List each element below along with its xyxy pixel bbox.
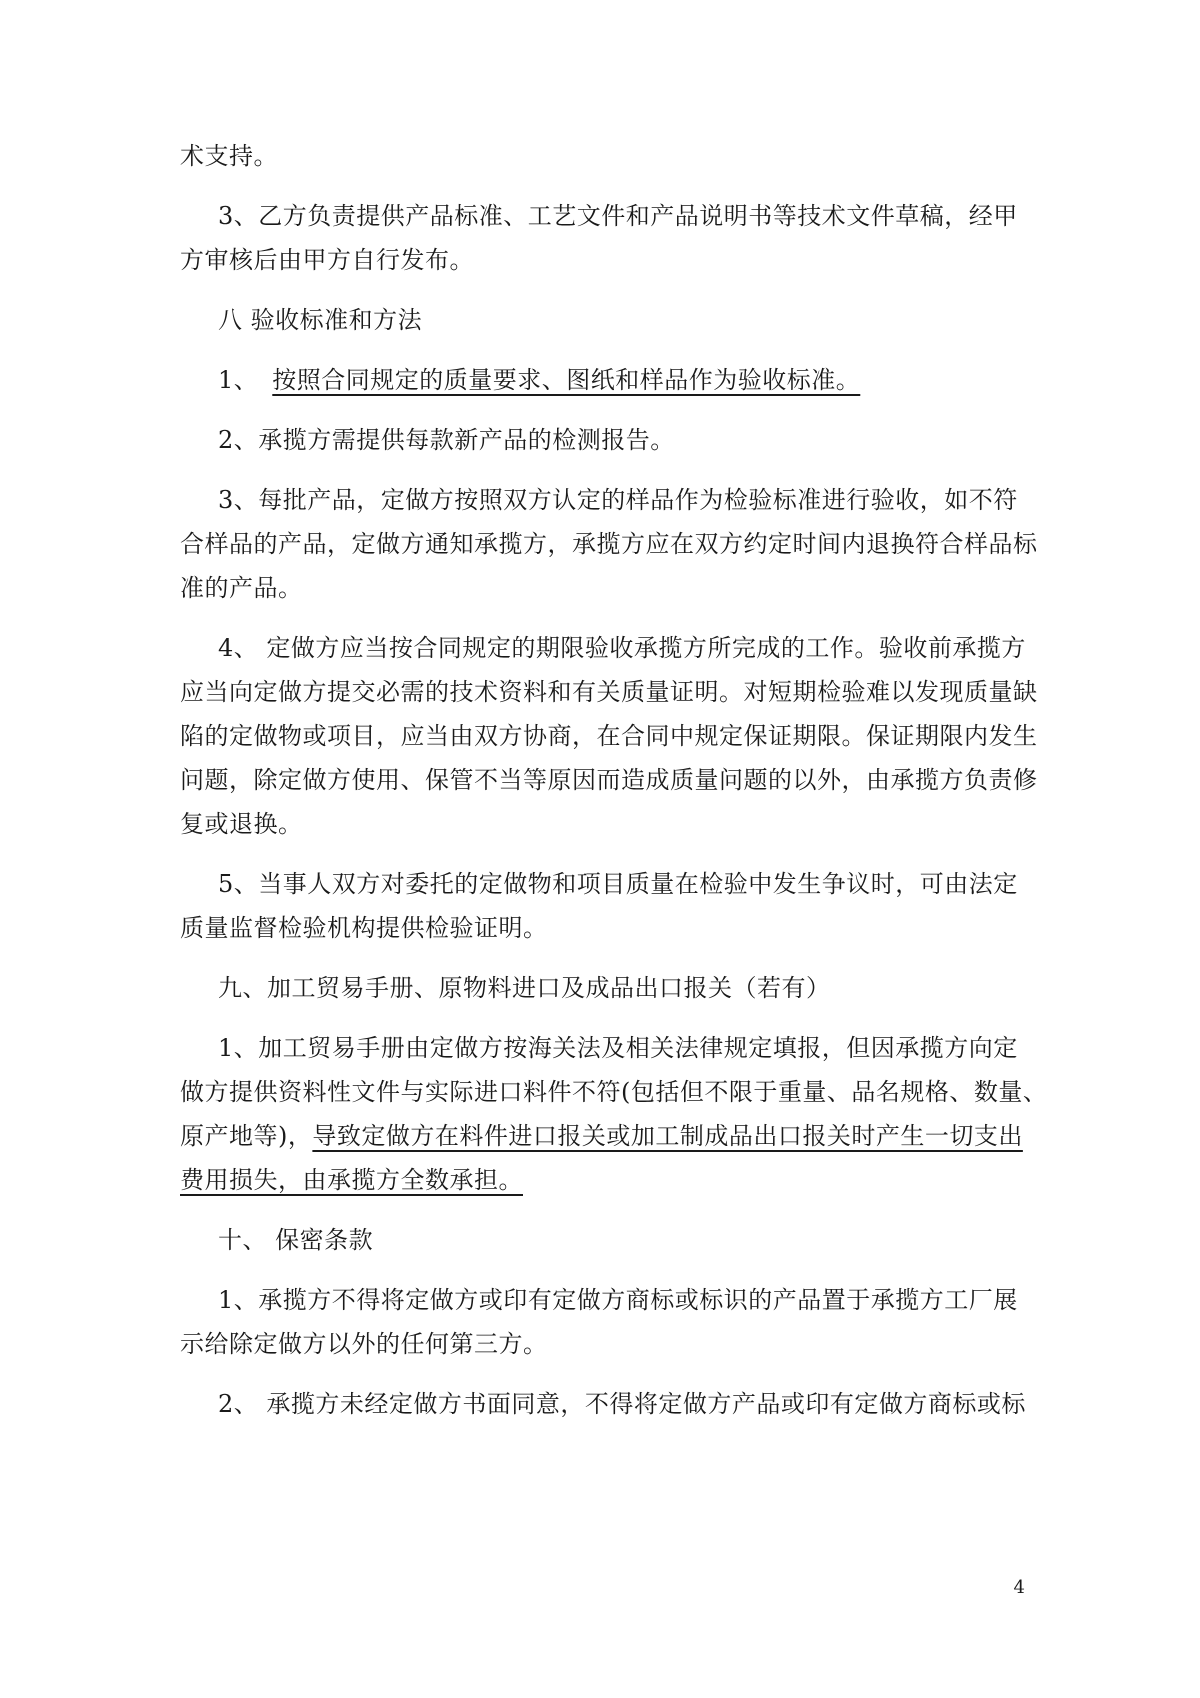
paragraph-line: 2、承揽方需提供每款新产品的检测报告。 xyxy=(218,426,675,454)
underlined-text: 按照合同规定的质量要求、图纸和样品作为验收标准。 xyxy=(272,366,861,394)
paragraph-line: 陷的定做物或项目，应当由双方协商，在合同中规定保证期限。保证期限内发生 xyxy=(180,722,1038,750)
paragraph-line: 5、当事人双方对委托的定做物和项目质量在检验中发生争议时，可由法定 xyxy=(218,870,1018,898)
paragraph-line: 合样品的产品，定做方通知承揽方，承揽方应在双方约定时间内退换符合样品标 xyxy=(180,530,1038,558)
paragraph-line: 1、承揽方不得将定做方或印有定做方商标或标识的产品置于承揽方工厂展 xyxy=(218,1286,1018,1314)
paragraph-line: 问题，除定做方使用、保管不当等原因而造成质量问题的以外，由承揽方负责修 xyxy=(180,766,1038,794)
paragraph-line xyxy=(180,1163,1025,1197)
paragraph-line: 2、 承揽方未经定做方书面同意，不得将定做方产品或印有定做方商标或标 xyxy=(218,1390,1026,1418)
paragraph-line: 1、加工贸易手册由定做方按海关法及相关法律规定填报，但因承揽方向定 xyxy=(218,1034,1018,1062)
paragraph-line: 应当向定做方提交必需的技术资料和有关质量证明。对短期检验难以发现质量缺 xyxy=(180,678,1038,706)
underlined-text: 导致定做方在料件进口报关或加工制成品出口报关时产生一切支出 xyxy=(312,1122,1023,1150)
paragraph-line: 4、 定做方应当按合同规定的期限验收承揽方所完成的工作。验收前承揽方 xyxy=(218,634,1026,662)
section-heading: 九、加工贸易手册、原物料进口及成品出口报关（若有） xyxy=(218,974,831,1002)
paragraph-line: 示给除定做方以外的任何第三方。 xyxy=(180,1330,548,1358)
paragraph-line: 方审核后由甲方自行发布。 xyxy=(180,246,474,274)
section-heading: 八 验收标准和方法 xyxy=(218,306,423,334)
paragraph-line: 3、乙方负责提供产品标准、工艺文件和产品说明书等技术文件草稿，经甲 xyxy=(218,202,1018,230)
page-number: 4 xyxy=(1013,1577,1025,1598)
section-heading: 十、 保密条款 xyxy=(218,1226,374,1254)
paragraph-line: 原产地等)，导致定做方在料件进口报关或加工制成品出口报关时产生一切支出 xyxy=(180,1122,1023,1150)
underlined-text: 费用损失，由承揽方全数承担。 xyxy=(180,1166,523,1194)
paragraph-line: 准的产品。 xyxy=(180,574,303,602)
paragraph-line: 3、每批产品，定做方按照双方认定的样品作为检验标准进行验收，如不符 xyxy=(218,486,1018,514)
paragraph-line: 1、 按照合同规定的质量要求、图纸和样品作为验收标准。 xyxy=(218,366,861,394)
paragraph-line: 复或退换。 xyxy=(180,810,303,838)
paragraph-line: 质量监督检验机构提供检验证明。 xyxy=(180,914,548,942)
paragraph-line: 做方提供资料性文件与实际进口料件不符(包括但不限于重量、品名规格、数量、 xyxy=(180,1078,1048,1106)
paragraph-line: 术支持。 xyxy=(180,142,278,170)
